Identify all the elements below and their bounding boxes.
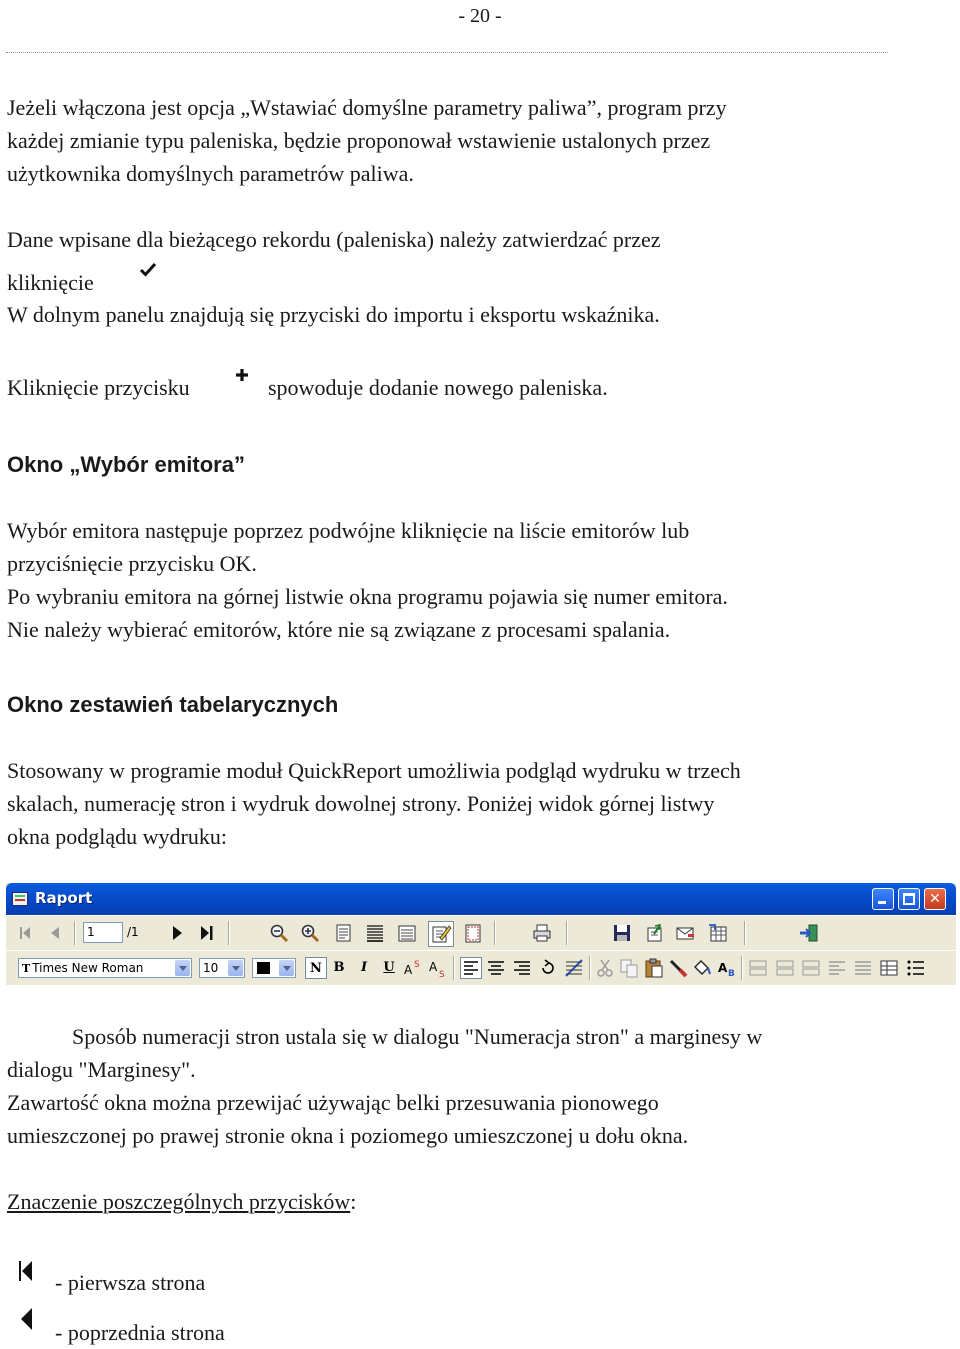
floppy-disk-icon xyxy=(611,922,633,944)
toolbar-separator xyxy=(566,921,568,945)
svg-text:S: S xyxy=(414,960,420,970)
list-icon xyxy=(905,957,927,979)
chevron-down-icon[interactable] xyxy=(279,960,294,976)
export-button[interactable] xyxy=(707,922,729,944)
subscript-icon xyxy=(427,957,449,979)
formatting-toolbar xyxy=(6,950,956,985)
rotate-button[interactable] xyxy=(537,957,559,979)
first-page-icon xyxy=(14,922,36,944)
align-tops-icon xyxy=(747,957,769,979)
zoom-in-icon xyxy=(299,922,321,944)
chevron-down-icon[interactable] xyxy=(228,960,243,976)
text-line: Stosowany w programie moduł QuickReport umożliwia podgląd wydruku w trzech xyxy=(7,758,741,783)
page-setup-button[interactable] xyxy=(462,922,484,944)
same-height-icon xyxy=(852,957,874,979)
whole-page-icon xyxy=(364,922,386,944)
text-line: spowoduje dodanie nowego paleniska. xyxy=(268,375,608,400)
text-line: Po wybraniu emitora na górnej listwie okna programu pojawia się numer emitora. xyxy=(7,584,728,609)
text-line: umieszczonej po prawej stronie okna i poziomego umieszczonej u dołu okna. xyxy=(7,1123,689,1148)
align-tops-button[interactable] xyxy=(747,957,769,979)
page-setup-icon xyxy=(462,922,484,944)
rotate-icon xyxy=(537,957,559,979)
svg-text:A: A xyxy=(718,961,728,975)
brush-icon xyxy=(667,957,689,979)
align-center-icon xyxy=(485,957,507,979)
text-line: Dane wpisane dla bieżącego rekordu (paleniska) należy zatwierdzać przez xyxy=(7,227,661,252)
whole-page-button[interactable] xyxy=(364,922,386,944)
email-button[interactable] xyxy=(674,922,696,944)
previous-page-button[interactable] xyxy=(44,922,66,944)
svg-text:B: B xyxy=(728,969,735,979)
previous-page-icon xyxy=(16,1306,38,1332)
multi-page-button[interactable] xyxy=(396,922,418,944)
same-width-button[interactable] xyxy=(826,957,848,979)
bullets-button[interactable] xyxy=(878,957,900,979)
toolbar-separator xyxy=(74,921,76,945)
cut-button[interactable] xyxy=(594,957,616,979)
edit-mode-button[interactable] xyxy=(428,921,454,947)
text-line: skalach, numerację stron i wydruk dowolnej strony. Poniżej widok górnej listwy xyxy=(7,791,715,816)
text-line: Kliknięcie przycisku xyxy=(7,375,190,400)
fill-color-button[interactable] xyxy=(691,957,713,979)
text-line: Wybór emitora następuje poprzez podwójne kliknięcie na liście emitorów lub xyxy=(7,518,690,543)
exit-door-icon xyxy=(798,922,820,944)
page-width-button[interactable] xyxy=(332,922,354,944)
align-right-icon xyxy=(511,957,533,979)
normal-style-button[interactable]: N xyxy=(305,957,327,979)
color-select[interactable] xyxy=(252,958,296,978)
next-page-button[interactable] xyxy=(166,922,188,944)
font-type-icon: T xyxy=(22,962,31,975)
first-page-icon xyxy=(16,1258,38,1284)
copy-button[interactable] xyxy=(618,957,640,979)
window-titlebar xyxy=(6,883,956,915)
emitter-paragraph xyxy=(7,514,728,646)
align-left-button[interactable] xyxy=(460,957,482,979)
header-rule xyxy=(6,52,888,53)
open-document-icon xyxy=(643,922,665,944)
align-bottoms-icon xyxy=(800,957,822,979)
checkmark-icon xyxy=(139,262,157,283)
text-line: przyciśnięcie przycisku OK. xyxy=(7,551,257,576)
text-line: okna podglądu wydruku: xyxy=(7,824,227,849)
section-heading: Okno „Wybór emitora” xyxy=(7,452,245,477)
svg-text:A: A xyxy=(404,963,413,977)
scissors-icon xyxy=(594,957,616,979)
navigation-toolbar xyxy=(6,915,956,951)
toolbar-separator xyxy=(589,956,591,980)
chevron-down-icon[interactable] xyxy=(175,960,190,976)
text-line: użytkownika domyślnych parametrów paliwa. xyxy=(7,161,414,186)
text-line: kliknięcie xyxy=(7,270,94,295)
report-app-icon xyxy=(12,892,28,906)
same-height-button[interactable] xyxy=(852,957,874,979)
save-button[interactable] xyxy=(611,922,633,944)
align-middles-icon xyxy=(774,957,796,979)
bold-button[interactable]: B xyxy=(333,960,345,975)
multi-page-icon xyxy=(396,922,418,944)
italic-button[interactable]: I xyxy=(360,960,368,975)
last-page-button[interactable] xyxy=(196,922,218,944)
next-page-icon xyxy=(166,922,188,944)
print-button[interactable] xyxy=(531,922,553,944)
clipboard-icon xyxy=(643,957,665,979)
superscript-icon xyxy=(402,957,424,979)
page-total-label: /1 xyxy=(127,925,139,939)
zoom-out-icon xyxy=(268,922,290,944)
text-line: Zawartość okna można przewijać używając belki przesuwania pionowego xyxy=(7,1090,659,1115)
align-bottoms-button[interactable] xyxy=(800,957,822,979)
options-paragraph xyxy=(7,91,727,190)
maximize-button[interactable] xyxy=(898,888,920,910)
subscript-button[interactable] xyxy=(427,957,449,979)
legend-text: - pierwsza strona xyxy=(55,1270,206,1295)
text-tool-icon xyxy=(716,957,738,979)
numbered-list-button[interactable] xyxy=(905,957,927,979)
page-number-input[interactable]: 1 xyxy=(83,922,123,943)
frame-lines-icon xyxy=(563,957,585,979)
zoom-in-button[interactable] xyxy=(299,922,321,944)
text-line: Sposób numeracji stron ustala się w dialogu "Numeracja stron" a marginesy w xyxy=(72,1024,763,1049)
legend-text: - poprzednia strona xyxy=(55,1320,225,1345)
first-page-button[interactable] xyxy=(14,922,36,944)
svg-text:A: A xyxy=(429,960,438,974)
align-left-icon xyxy=(461,958,481,978)
open-button[interactable] xyxy=(643,922,665,944)
previous-page-icon xyxy=(44,922,66,944)
envelope-icon xyxy=(674,922,696,944)
text-line: W dolnym panelu znajdują się przyciski do importu i eksportu wskaźnika. xyxy=(7,302,660,327)
format-painter-button[interactable] xyxy=(667,957,689,979)
text-color-button[interactable] xyxy=(716,957,738,979)
align-center-button[interactable] xyxy=(485,957,507,979)
buttons-heading: Znaczenie poszczególnych przycisków: xyxy=(7,1189,357,1214)
plus-icon xyxy=(235,368,249,387)
text-line: Jeżeli włączona jest opcja „Wstawiać domyślne parametry paliwa”, program przy xyxy=(7,95,727,120)
toolbar-separator xyxy=(453,956,455,980)
toolbar-separator xyxy=(744,921,746,945)
page-width-icon xyxy=(332,922,354,944)
copy-icon xyxy=(618,957,640,979)
zoom-out-button[interactable] xyxy=(268,922,290,944)
exit-button[interactable] xyxy=(798,922,820,944)
legend-item xyxy=(16,1306,38,1337)
font-size-select[interactable]: 10 xyxy=(199,958,245,978)
text-line: każdej zmianie typu paleniska, będzie proponował wstawienie ustalonych przez xyxy=(7,128,711,153)
printer-icon xyxy=(531,922,553,944)
toolbar-separator xyxy=(228,921,230,945)
pencil-page-icon xyxy=(429,922,453,946)
grid-icon xyxy=(878,957,900,979)
same-width-icon xyxy=(826,957,848,979)
paste-button[interactable] xyxy=(643,957,665,979)
align-right-button[interactable] xyxy=(511,957,533,979)
superscript-button[interactable] xyxy=(402,957,424,979)
color-swatch xyxy=(257,962,270,974)
toolbar-separator xyxy=(494,921,496,945)
toolbar-separator xyxy=(741,956,743,980)
underline-button[interactable]: U xyxy=(383,960,395,975)
text-line: dialogu "Marginesy". xyxy=(7,1057,196,1082)
section-heading: Okno zestawień tabelarycznych xyxy=(7,692,339,717)
window-title: Raport xyxy=(35,889,93,907)
svg-text:S: S xyxy=(439,970,445,979)
minimize-button[interactable] xyxy=(872,888,894,910)
quickreport-paragraph xyxy=(7,754,741,853)
font-name-select[interactable]: T Times New Roman xyxy=(18,958,192,978)
close-button[interactable]: ✕ xyxy=(924,888,946,910)
align-middles-button[interactable] xyxy=(774,957,796,979)
legend-item xyxy=(16,1258,38,1289)
report-window-toolbar xyxy=(6,883,956,985)
text-line: Nie należy wybierać emitorów, które nie są związane z procesami spalania. xyxy=(7,617,671,642)
page-number: - 20 - xyxy=(458,5,502,27)
frame-button[interactable] xyxy=(563,957,585,979)
paint-bucket-icon xyxy=(691,957,713,979)
export-table-icon xyxy=(707,922,729,944)
last-page-icon xyxy=(196,922,218,944)
